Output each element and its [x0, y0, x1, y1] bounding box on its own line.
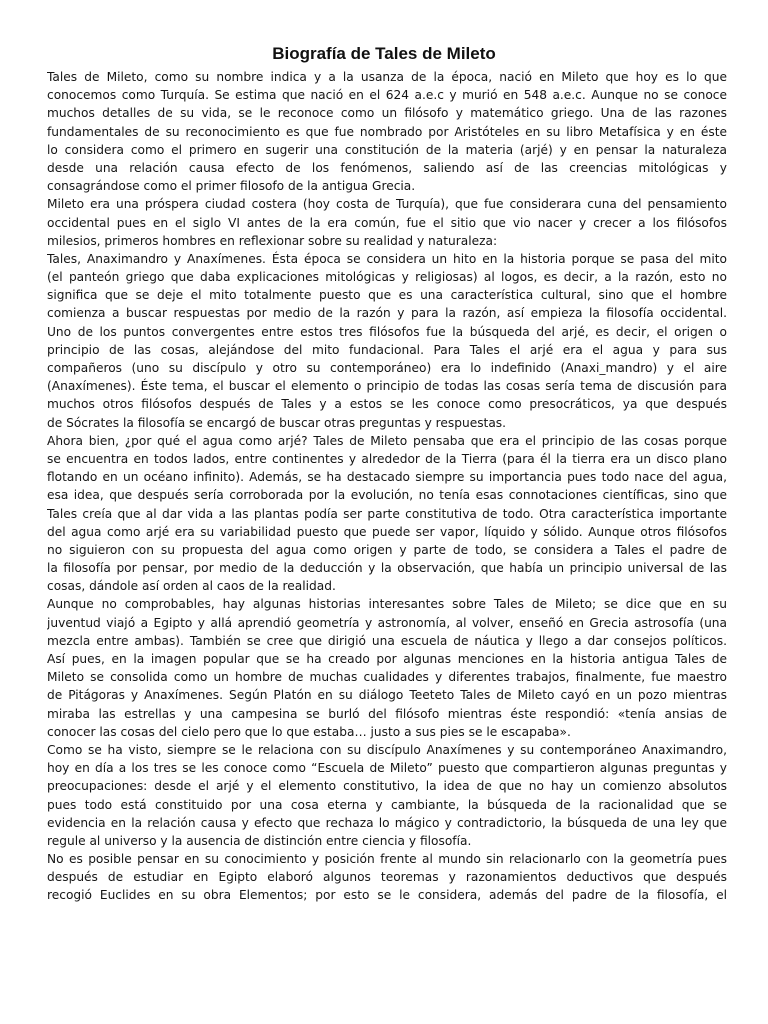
text-line: miraba las estrellas y una campesina se burló del filósofo mientras éste respondió: «tenía ansias de: [47, 706, 727, 721]
text-line: Ahora bien, ¿por qué el agua como arjé? Tales de Mileto pensaba que era el principio de las cosas porque: [47, 433, 727, 448]
text-line: fundamentales de su reconocimiento es que fue nombrado por Aristóteles en su libro Metafísica y en éste: [47, 124, 727, 139]
text-line: (el panteón griego que daba explicaciones mitológicas y religiosas) al logos, es decir, a la razón, esto no: [47, 270, 727, 285]
text-line: preocupaciones: desde el arjé y el elemento constitutivo, la idea de que no hay un comienzo absolutos: [47, 779, 727, 794]
text-line: Tales de Mileto, como su nombre indica y a la usanza de la época, nació en Mileto que hoy es lo que: [47, 70, 727, 84]
text-line: lo considera como el primero en sugerir una constitución de la materia (arjé) y en pensar la naturaleza: [47, 142, 727, 157]
text-line: Como se ha visto, siempre se le relaciona con su discípulo Anaxímenes y su contemporáneo Anaximandro,: [47, 742, 727, 757]
text-line: milesios, primeros hombres en reflexionar sobre su realidad y naturaleza:: [47, 233, 498, 248]
text-line: la filosofía por pensar, por medio de la deducción y la observación, que había un principio universal de las: [47, 561, 727, 576]
text-line: regule al universo y la ausencia de distinción entre ciencia y filosofía.: [47, 833, 472, 848]
text-line: pues todo está constituido por una cosa eterna y cambiante, la búsqueda de la racionalidad que se: [47, 797, 727, 812]
text-line: muchos detalles de su vida, se le reconoce como un filósofo y matemático griego. Una de las razones: [47, 106, 727, 121]
text-line: flotando en un océano infinito). Además, se ha destacado siempre su importancia pues todo nace del agua,: [47, 470, 727, 485]
text-line: occidental pues en el siglo VI antes de la era común, fue el sitio que vio nacer y crecer a los filósofos: [47, 215, 727, 230]
text-line: mezcla entre ambas). También se cree que dirigió una escuela de náutica y llego a dar consejos políticos.: [47, 633, 727, 648]
text-line: conocer las cosas del cielo pero que lo que estaba… justo a sus pies se le escapaba».: [47, 724, 571, 739]
text-line: comienza a buscar respuestas por medio de la razón y para la razón, así empieza la filosofía occidental.: [47, 306, 727, 321]
text-line: Aunque no comprobables, hay algunas historias interesantes sobre Tales de Mileto; se dice que en su: [47, 597, 727, 612]
text-line: Mileto se consolida como un hombre de muchas cualidades y diferentes trabajos, finalmente, fue maestro: [47, 670, 727, 685]
text-line: juventud viajó a Egipto y allá aprendió geometría y astronomía, al volver, enseñó en Grecia astrosofía (una: [47, 615, 727, 630]
text-line: Mileto era una próspera ciudad costera (hoy costa de Turquía), que fue considerara cuna del pensamiento: [47, 197, 727, 212]
text-line: Uno de los puntos convergentes entre estos tres filósofos fue la búsqueda del arjé, es decir, el origen o: [47, 324, 727, 339]
text-line: principio de las cosas, alejándose del mito fundacional. Para Tales el arjé era el agua y para sus: [47, 342, 727, 357]
text-line: muchos otros filósofos después de Tales y a estos se les conoce como presocráticos, ya que después: [47, 397, 727, 412]
text-line: no siguieron con su propuesta del agua como origen y parte de todo, se considera a Tales el padre de: [47, 542, 727, 557]
text-line: del agua como arjé era su variabilidad puesto que puede ser vapor, líquido y sólido. Aunque otros filósofos: [47, 524, 727, 539]
text-line: No es posible pensar en su conocimiento y posición frente al mundo sin relacionarlo con la geometría pues: [47, 852, 727, 867]
document-body: [47, 68, 727, 905]
text-line: Así pues, en la imagen popular que se ha creado por algunas menciones en la historia antigua Tales de: [47, 652, 727, 666]
text-line: (Anaxímenes). Éste tema, el buscar el elemento o principio de todas las cosas sería tema de discusión para: [47, 379, 727, 394]
text-line: hoy en día a los tres se les conoce como “Escuela de Mileto” puesto que compartieron algunas preguntas y: [47, 761, 727, 776]
text-line: evidencia en la relación causa y efecto que rechaza lo mágico y contradictorio, la búsqueda de una ley que: [47, 815, 727, 830]
text-line: se encuentra en todos lados, entre continentes y alrededor de la Tierra (para él la tierra era un disco plano: [47, 451, 727, 466]
text-line: después de estudiar en Egipto elaboró algunos teoremas y razonamientos deductivos que después: [47, 870, 727, 885]
text-line: conocemos como Turquía. Se estima que nació en el 624 a.e.c y murió en 548 a.e.c. Aunque no se conoce: [47, 88, 727, 103]
text-line: compañeros (uno su discípulo y otro su contemporáneo) era lo indefinido (Anaxi_mandro) y el aire: [47, 361, 727, 375]
text-line: significa que se deje el mito totalmente puesto que es una característica cultural, sino que el hombre: [47, 288, 727, 303]
text-line: de Pitágoras y Anaxímenes. Según Platón en su diálogo Teeteto Tales de Mileto cayó en un pozo mientras: [47, 688, 727, 703]
text-line: de Sócrates la filosofía se encargó de buscar otras preguntas y respuestas.: [47, 415, 507, 430]
text-line: desde una relación causa efecto de los fenómenos, saliendo así de las creencias mitológicas y: [47, 160, 727, 175]
text-line: consagrándose como el primer filosofo de la antigua Grecia.: [47, 179, 416, 194]
text-line: recogió Euclides en su obra Elementos; por esto se le considera, además del padre de la filosofía, el: [47, 888, 727, 903]
text-line: esa idea, que después sería corroborada por la evolución, no tenía esas connotaciones científicas, sino que: [47, 488, 727, 503]
text-line: Tales, Anaximandro y Anaxímenes. Ésta época se considera un hito en la historia porque se pasa del mito: [47, 251, 727, 266]
text-line: Tales creía que al dar vida a las plantas podía ser parte constitutiva de todo. Otra característica importante: [47, 506, 727, 521]
text-line: cosas, dándole así orden al caos de la realidad.: [47, 579, 336, 594]
document-title: Biografía de Tales de Mileto: [272, 44, 496, 63]
